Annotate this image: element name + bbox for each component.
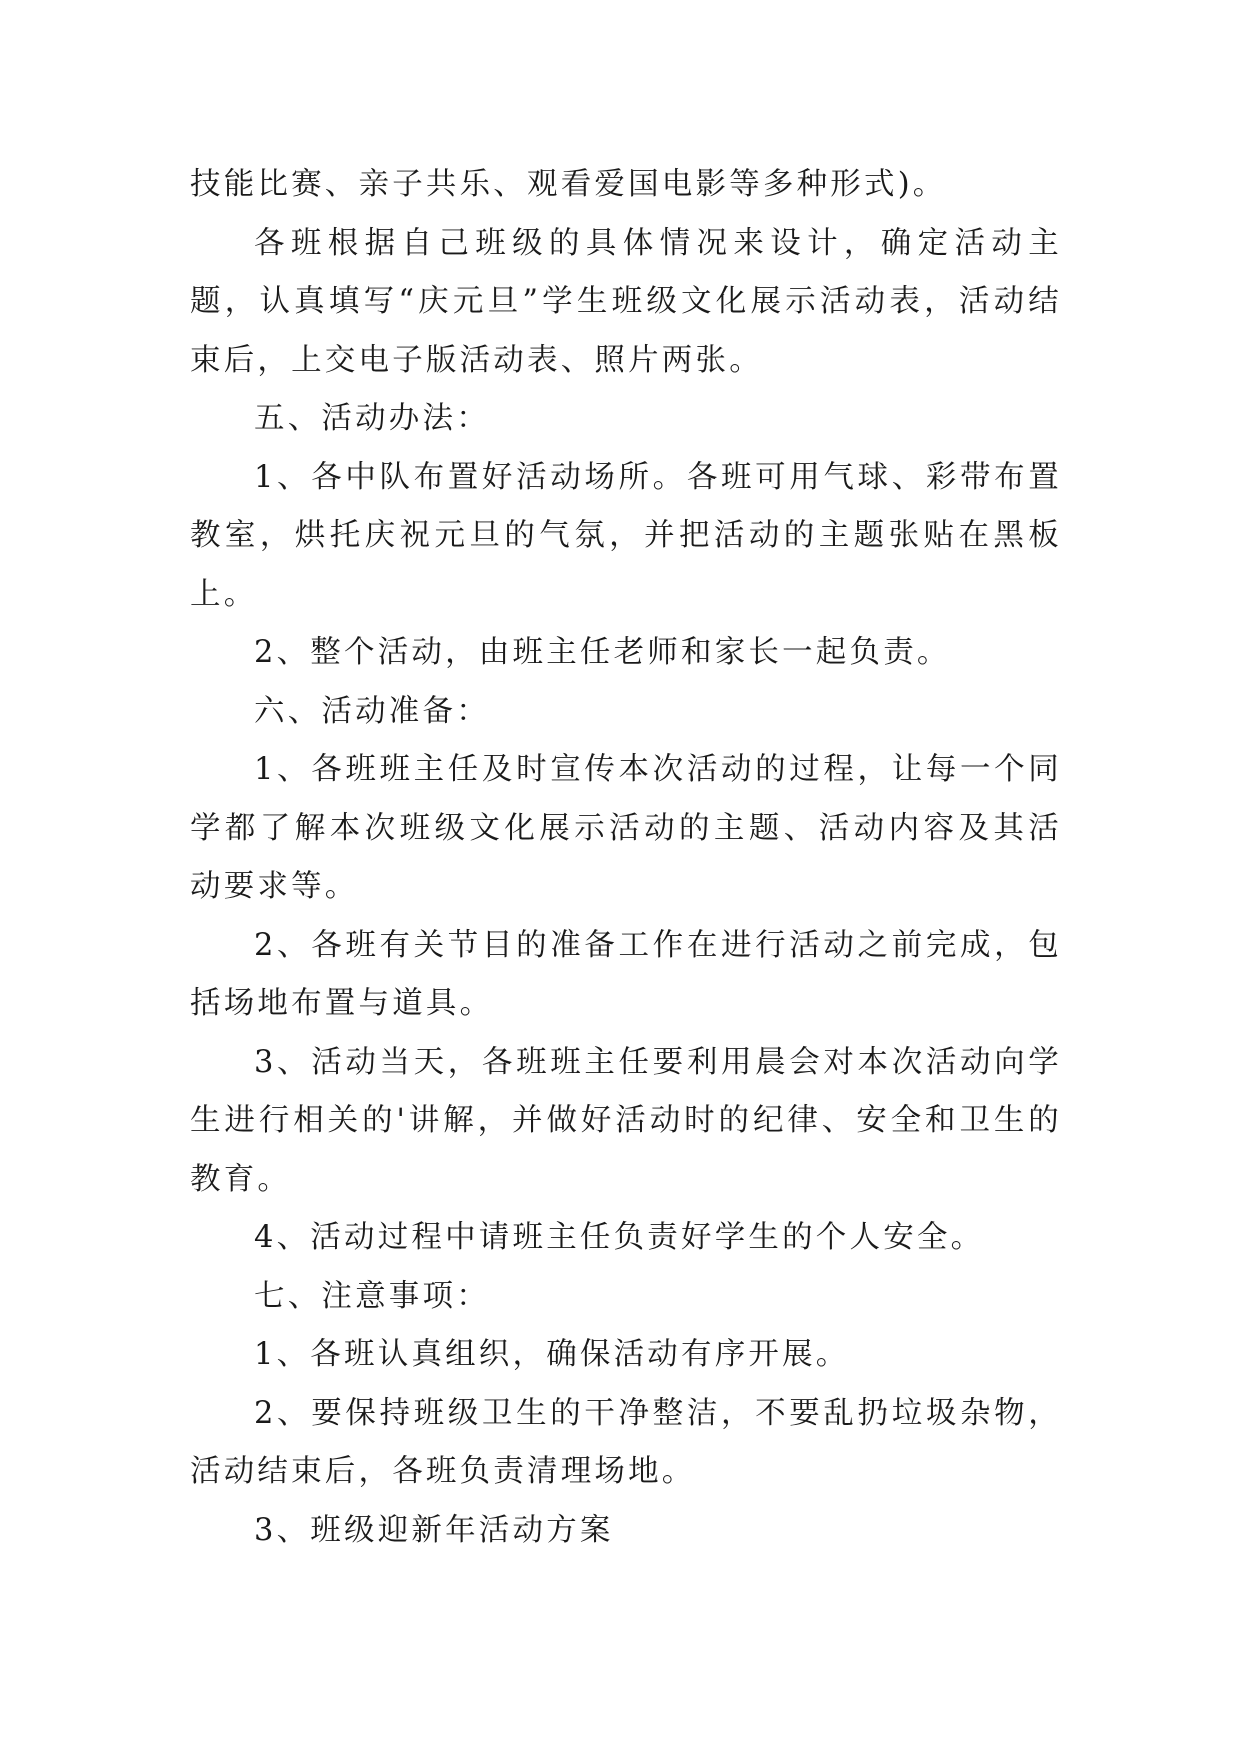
list-item-preparation-4: 4、活动过程中请班主任负责好学生的个人安全。	[254, 1220, 985, 1255]
list-item-preparation-2: 2、各班有关节目的准备工作在进行活动之前完成，包括场地布置与道具。	[190, 927, 1062, 1021]
list-item-preparation-3: 3、活动当天，各班班主任要利用晨会对本次活动向学生进行相关的'讲解，并做好活动时的纪律、安全和卫生的教育。	[190, 1044, 1062, 1197]
list-item-notes-1: 1、各班认真组织，确保活动有序开展。	[254, 1337, 850, 1372]
section-heading-preparation: 六、活动准备：	[254, 693, 490, 729]
list-item-notes-2: 2、要保持班级卫生的干净整洁，不要乱扔垃圾杂物，活动结束后，各班负责清理场地。	[190, 1395, 1062, 1489]
paragraph-continuation: 技能比赛、亲子共乐、观看爱国电影等多种形式)。	[190, 167, 947, 202]
list-item-methods-2: 2、整个活动，由班主任老师和家长一起负责。	[254, 635, 951, 670]
list-item-notes-3: 3、班级迎新年活动方案	[254, 1512, 614, 1548]
paragraph-class-design: 各班根据自己班级的具体情况来设计，确定活动主题，认真填写“庆元旦”学生班级文化展示活动表，活动结束后，上交电子版活动表、照片两张。	[190, 225, 1062, 378]
section-heading-notes: 七、注意事项：	[254, 1278, 490, 1314]
document-body	[190, 156, 1062, 1560]
list-item-methods-1: 1、各中队布置好活动场所。各班可用气球、彩带布置教室，烘托庆祝元旦的气氛，并把活动的主题张贴在黑板上。	[190, 459, 1062, 612]
list-item-preparation-1: 1、各班班主任及时宣传本次活动的过程，让每一个同学都了解本次班级文化展示活动的主题、活动内容及其活动要求等。	[190, 752, 1062, 904]
section-heading-methods: 五、活动办法：	[254, 401, 490, 436]
